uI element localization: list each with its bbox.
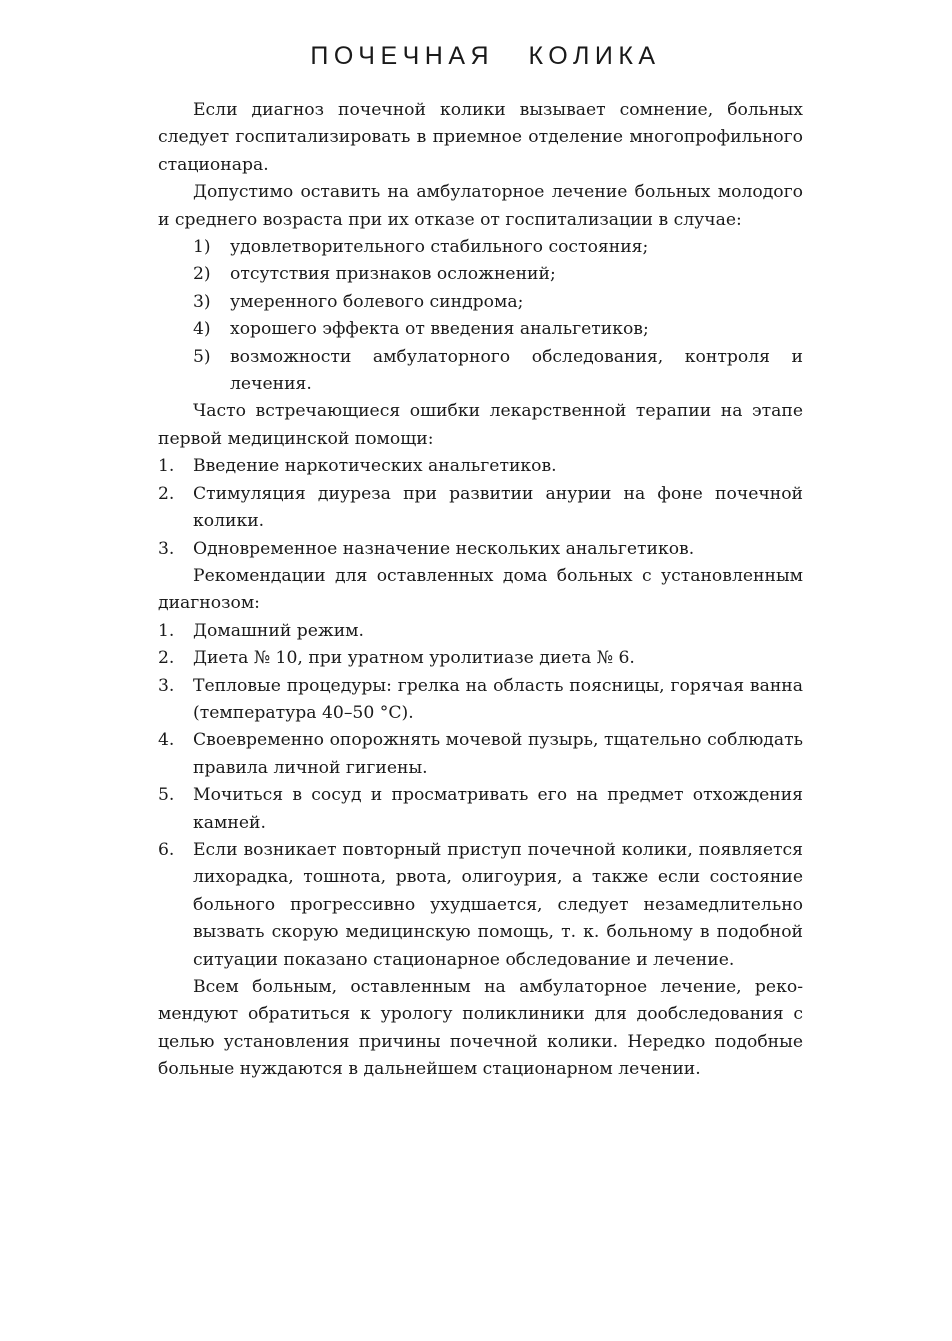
list-item (158, 453, 803, 480)
list-item (158, 727, 803, 782)
list-item (158, 673, 803, 728)
list-item-text: хорошего эффекта от введения анальгетиков; (230, 319, 649, 340)
list-item-number: 2. (158, 483, 175, 504)
list-item-text: возможности амбулаторного обследования, контроля и лечения. (230, 346, 803, 395)
list-item-number: 3. (158, 675, 175, 696)
list-item-number: 6. (158, 839, 175, 860)
list-item (158, 645, 803, 672)
list-item-text: Введение наркотических анальгетиков. (193, 456, 557, 477)
list-item-number: 1. (158, 620, 175, 641)
conditions-list (158, 234, 803, 398)
recommendations-list (158, 618, 803, 974)
list-item (158, 344, 803, 399)
document-page (158, 38, 803, 1084)
list-item-text: Стимуляция диуреза при развитии анурии на фоне почечной колики. (193, 483, 803, 532)
list-item-text: Если возникает повторный приступ почечной колики, появляется лихорадка, тошнота, рвота, олигоурия, а также если состояние больного прогрессивно ухудшается, следует незамедлительно вызвать скорую медицинскую помощь, т. к. больному в подобной ситуации показано стационарное обследование и лечение. (193, 839, 803, 970)
list-item-number: 1. (158, 456, 175, 477)
list-item-text: умеренного болевого синдрома; (230, 291, 524, 312)
page-title: ПОЧЕЧНАЯ КОЛИКА (310, 42, 661, 70)
list-item-number: 3. (158, 538, 175, 559)
list-item-text: Домашний режим. (193, 620, 365, 641)
list-item (158, 481, 803, 536)
list-item-text: Одновременное назначение нескольких анальгетиков. (193, 538, 695, 559)
document-body (158, 97, 803, 1084)
list-item (158, 536, 803, 563)
list-item-number: 2) (193, 264, 211, 285)
errors-list (158, 453, 803, 563)
list-item-number: 1) (193, 237, 211, 258)
list-item (158, 316, 803, 343)
list-item-number: 4) (193, 319, 211, 340)
list-item (158, 618, 803, 645)
list-item-number: 5. (158, 785, 175, 806)
list-item-text: Тепловые процедуры: грелка на область поясницы, горячая ванна (температура 40–50 °С). (193, 675, 803, 723)
list-item-text: Своевременно опорожнять мочевой пузырь, тщательно соблюдать правила личной гигиены. (193, 730, 803, 778)
paragraph-home-recommendations: Рекомендации для оставленных дома больных с установленным диагнозом: (158, 565, 803, 614)
list-item-text: Диета № 10, при уратном уролитиазе диета № 6. (193, 648, 635, 669)
list-item-number: 4. (158, 730, 175, 751)
list-item (158, 261, 803, 288)
paragraph-outpatient-criteria: Допустимо оставить на амбулаторное лечение больных молодого и среднего возраста при их отказе от госпитализации в случае: (158, 182, 803, 230)
list-item-text: Мочиться в сосуд и просматривать его на предмет отхождения камней. (193, 785, 803, 833)
list-item-number: 5) (193, 346, 211, 367)
list-item-text: отсутствия признаков осложнений; (230, 264, 556, 285)
list-item (158, 782, 803, 837)
list-item (158, 837, 803, 974)
list-item-text: удовлетворительного стабильного состояния; (230, 237, 649, 258)
list-item-number: 3) (193, 291, 211, 312)
paragraph-therapy-errors: Часто встречающиеся ошибки лекарственной терапии на этапе первой медицинской помощи: (158, 401, 803, 449)
paragraph-hospitalization: Если диагноз почечной колики вызывает сомнение, больных следует госпитализировать в приемное отделение многопрофильного стационара. (158, 100, 803, 175)
list-item (158, 234, 803, 261)
list-item (158, 289, 803, 316)
list-item-number: 2. (158, 648, 175, 669)
paragraph-urologist-referral: Всем больным, оставленным на амбулаторное лечение, рекомендуют обратиться к урологу поликлиники для дообследования с целью установления причины почечной колики. Нередко подобные больные нуждаются в дальнейшем стационарном лечении. (158, 977, 803, 1080)
